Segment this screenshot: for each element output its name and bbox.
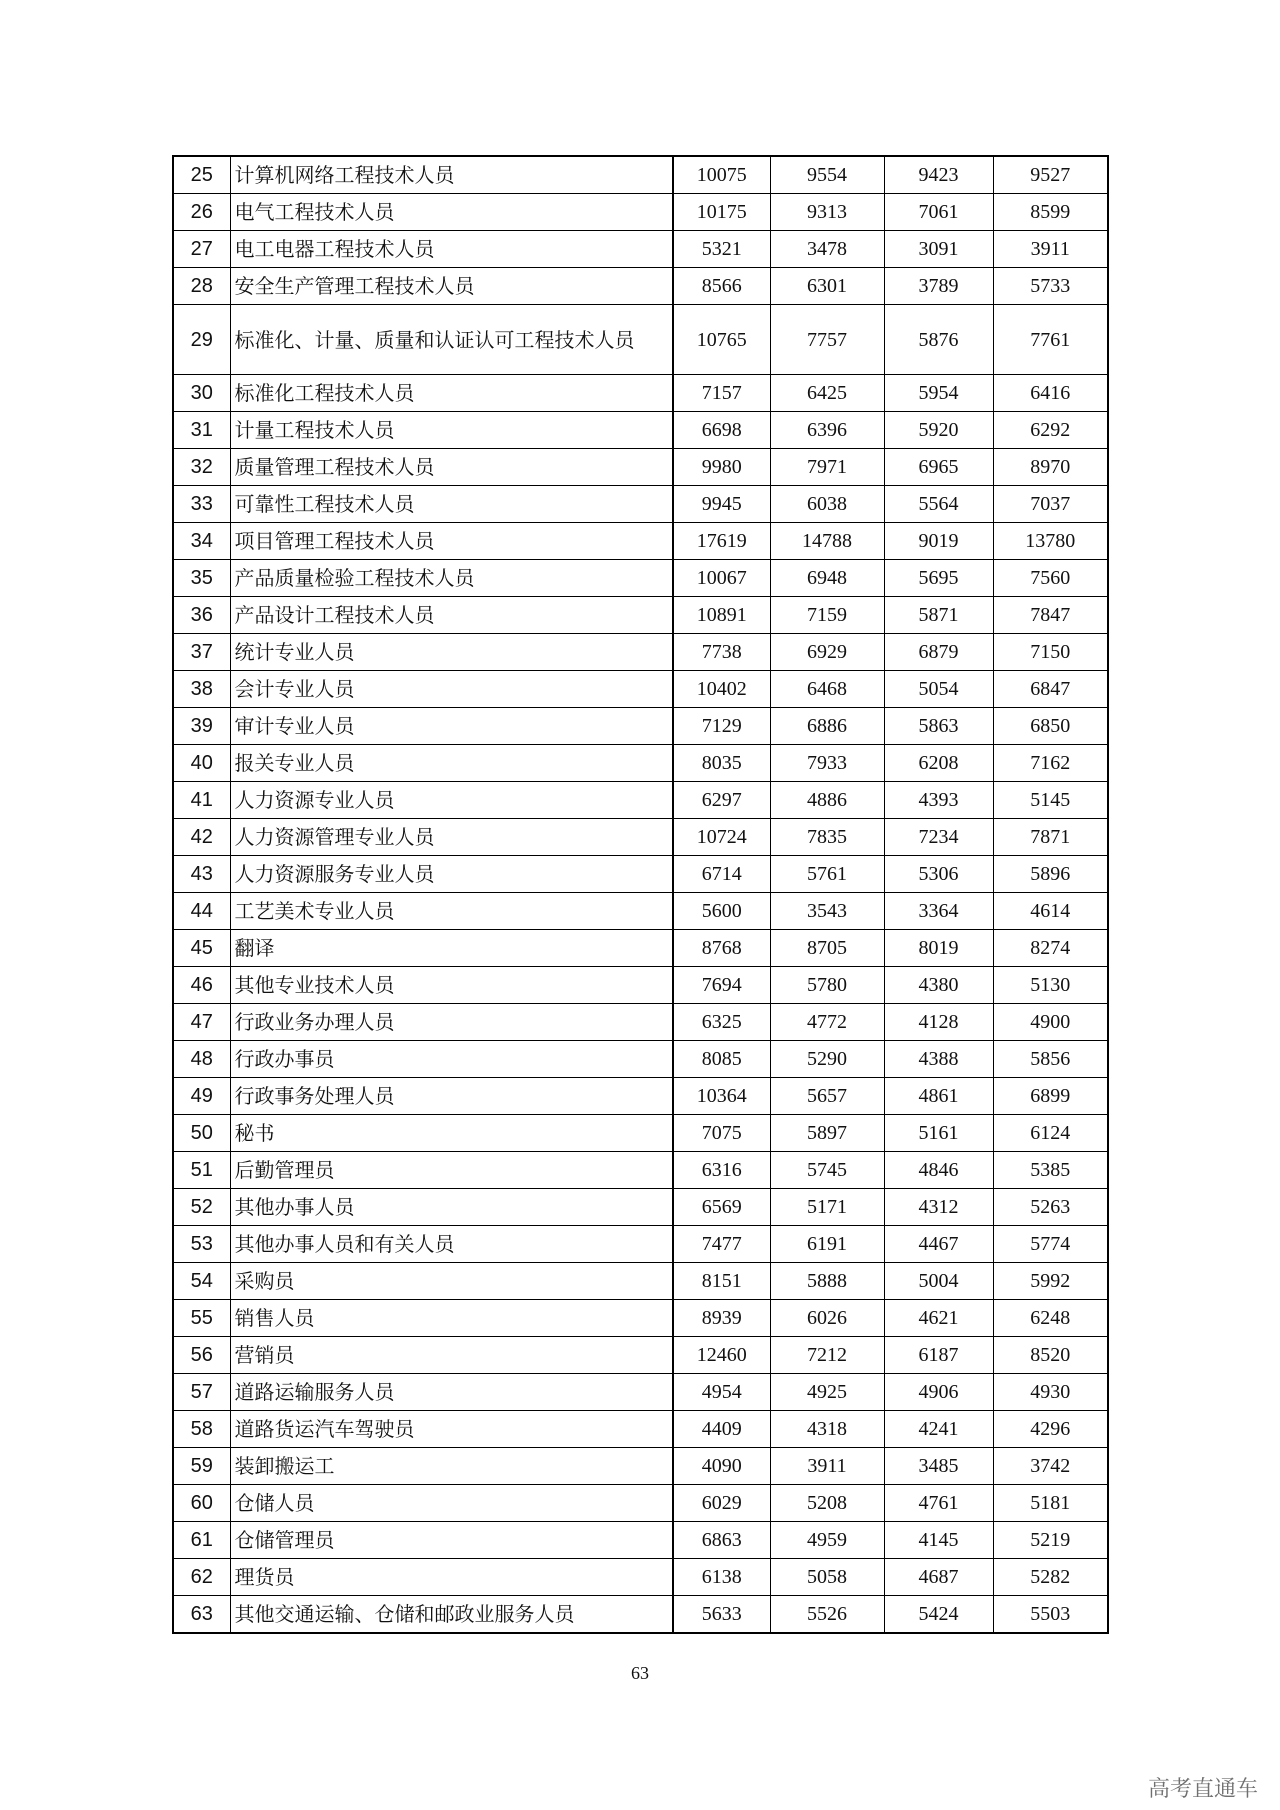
watermark: 高考直通车 — [1147, 1777, 1258, 1802]
occupation-name-cell: 电工电器工程技术人员 — [230, 231, 673, 268]
table-row — [173, 1152, 1108, 1189]
value-col-1-cell: 6138 — [673, 1559, 770, 1596]
value-col-1-cell: 10724 — [673, 819, 770, 856]
value-col-1-cell: 10364 — [673, 1078, 770, 1115]
row-number-cell: 34 — [173, 523, 230, 560]
row-number-cell: 55 — [173, 1300, 230, 1337]
value-col-1-cell: 8939 — [673, 1300, 770, 1337]
value-col-1-cell: 8151 — [673, 1263, 770, 1300]
value-col-2-cell: 5745 — [770, 1152, 884, 1189]
value-col-3-cell: 4687 — [884, 1559, 993, 1596]
row-number-cell: 51 — [173, 1152, 230, 1189]
value-col-4-cell: 8599 — [993, 194, 1108, 231]
value-col-2-cell: 5657 — [770, 1078, 884, 1115]
value-col-3-cell: 4861 — [884, 1078, 993, 1115]
value-col-3-cell: 3091 — [884, 231, 993, 268]
value-col-3-cell: 5424 — [884, 1596, 993, 1634]
table-row — [173, 1522, 1108, 1559]
occupation-name-cell: 仓储管理员 — [230, 1522, 673, 1559]
value-col-4-cell: 8970 — [993, 449, 1108, 486]
table-row — [173, 1004, 1108, 1041]
row-number-cell: 53 — [173, 1226, 230, 1263]
row-number-cell: 47 — [173, 1004, 230, 1041]
value-col-4-cell: 7560 — [993, 560, 1108, 597]
table-row — [173, 523, 1108, 560]
occupation-name-cell: 计量工程技术人员 — [230, 412, 673, 449]
occupation-name-cell: 后勤管理员 — [230, 1152, 673, 1189]
row-number-cell: 48 — [173, 1041, 230, 1078]
value-col-2-cell: 5888 — [770, 1263, 884, 1300]
value-col-2-cell: 4925 — [770, 1374, 884, 1411]
value-col-2-cell: 5780 — [770, 967, 884, 1004]
occupation-name-cell: 标准化、计量、质量和认证认可工程技术人员 — [230, 305, 673, 375]
table-row — [173, 893, 1108, 930]
value-col-3-cell: 4467 — [884, 1226, 993, 1263]
row-number-cell: 49 — [173, 1078, 230, 1115]
row-number-cell: 42 — [173, 819, 230, 856]
value-col-4-cell: 6248 — [993, 1300, 1108, 1337]
row-number-cell: 31 — [173, 412, 230, 449]
value-col-2-cell: 14788 — [770, 523, 884, 560]
table-row — [173, 231, 1108, 268]
row-number-cell: 52 — [173, 1189, 230, 1226]
value-col-4-cell: 3911 — [993, 231, 1108, 268]
value-col-3-cell: 3789 — [884, 268, 993, 305]
row-number-cell: 30 — [173, 375, 230, 412]
occupation-name-cell: 工艺美术专业人员 — [230, 893, 673, 930]
row-number-cell: 61 — [173, 1522, 230, 1559]
table-row — [173, 1263, 1108, 1300]
value-col-2-cell: 6301 — [770, 268, 884, 305]
value-col-3-cell: 4388 — [884, 1041, 993, 1078]
table-row — [173, 671, 1108, 708]
value-col-1-cell: 7738 — [673, 634, 770, 671]
value-col-2-cell: 6468 — [770, 671, 884, 708]
occupation-name-cell: 采购员 — [230, 1263, 673, 1300]
value-col-1-cell: 8085 — [673, 1041, 770, 1078]
value-col-4-cell: 4614 — [993, 893, 1108, 930]
value-col-1-cell: 7157 — [673, 375, 770, 412]
table-row — [173, 782, 1108, 819]
value-col-2-cell: 3478 — [770, 231, 884, 268]
occupation-name-cell: 其他办事人员 — [230, 1189, 673, 1226]
row-number-cell: 62 — [173, 1559, 230, 1596]
value-col-2-cell: 7212 — [770, 1337, 884, 1374]
value-col-1-cell: 6029 — [673, 1485, 770, 1522]
value-col-2-cell: 5526 — [770, 1596, 884, 1634]
value-col-2-cell: 9313 — [770, 194, 884, 231]
table-row — [173, 1078, 1108, 1115]
value-col-3-cell: 6965 — [884, 449, 993, 486]
value-col-4-cell: 4930 — [993, 1374, 1108, 1411]
occupation-name-cell: 可靠性工程技术人员 — [230, 486, 673, 523]
value-col-1-cell: 7129 — [673, 708, 770, 745]
row-number-cell: 27 — [173, 231, 230, 268]
value-col-2-cell: 6425 — [770, 375, 884, 412]
value-col-2-cell: 4886 — [770, 782, 884, 819]
occupation-name-cell: 产品设计工程技术人员 — [230, 597, 673, 634]
value-col-2-cell: 8705 — [770, 930, 884, 967]
value-col-2-cell: 5058 — [770, 1559, 884, 1596]
occupation-name-cell: 行政办事员 — [230, 1041, 673, 1078]
value-col-3-cell: 5004 — [884, 1263, 993, 1300]
value-col-1-cell: 5633 — [673, 1596, 770, 1634]
value-col-4-cell: 6847 — [993, 671, 1108, 708]
value-col-1-cell: 10891 — [673, 597, 770, 634]
row-number-cell: 25 — [173, 156, 230, 194]
value-col-4-cell: 8274 — [993, 930, 1108, 967]
value-col-3-cell: 7234 — [884, 819, 993, 856]
salary-table-container — [172, 155, 1107, 1634]
occupation-name-cell: 会计专业人员 — [230, 671, 673, 708]
table-row — [173, 412, 1108, 449]
value-col-4-cell: 6416 — [993, 375, 1108, 412]
occupation-name-cell: 秘书 — [230, 1115, 673, 1152]
value-col-2-cell: 4772 — [770, 1004, 884, 1041]
value-col-1-cell: 6863 — [673, 1522, 770, 1559]
table-row — [173, 560, 1108, 597]
value-col-1-cell: 5600 — [673, 893, 770, 930]
table-row — [173, 1374, 1108, 1411]
value-col-3-cell: 9423 — [884, 156, 993, 194]
value-col-1-cell: 4954 — [673, 1374, 770, 1411]
value-col-3-cell: 5920 — [884, 412, 993, 449]
value-col-1-cell: 10067 — [673, 560, 770, 597]
row-number-cell: 41 — [173, 782, 230, 819]
occupation-name-cell: 计算机网络工程技术人员 — [230, 156, 673, 194]
value-col-3-cell: 5876 — [884, 305, 993, 375]
value-col-2-cell: 7971 — [770, 449, 884, 486]
occupation-name-cell: 人力资源专业人员 — [230, 782, 673, 819]
value-col-3-cell: 6187 — [884, 1337, 993, 1374]
value-col-3-cell: 5695 — [884, 560, 993, 597]
value-col-4-cell: 5503 — [993, 1596, 1108, 1634]
value-col-3-cell: 3364 — [884, 893, 993, 930]
occupation-name-cell: 销售人员 — [230, 1300, 673, 1337]
row-number-cell: 29 — [173, 305, 230, 375]
row-number-cell: 59 — [173, 1448, 230, 1485]
row-number-cell: 63 — [173, 1596, 230, 1634]
value-col-1-cell: 6316 — [673, 1152, 770, 1189]
value-col-2-cell: 5208 — [770, 1485, 884, 1522]
salary-table — [172, 155, 1109, 1634]
value-col-2-cell: 5761 — [770, 856, 884, 893]
row-number-cell: 44 — [173, 893, 230, 930]
row-number-cell: 35 — [173, 560, 230, 597]
table-row — [173, 708, 1108, 745]
value-col-3-cell: 4128 — [884, 1004, 993, 1041]
row-number-cell: 50 — [173, 1115, 230, 1152]
value-col-4-cell: 3742 — [993, 1448, 1108, 1485]
occupation-name-cell: 其他办事人员和有关人员 — [230, 1226, 673, 1263]
value-col-2-cell: 3911 — [770, 1448, 884, 1485]
value-col-2-cell: 4318 — [770, 1411, 884, 1448]
value-col-2-cell: 6929 — [770, 634, 884, 671]
value-col-2-cell: 5897 — [770, 1115, 884, 1152]
occupation-name-cell: 报关专业人员 — [230, 745, 673, 782]
table-row — [173, 1041, 1108, 1078]
value-col-4-cell: 6899 — [993, 1078, 1108, 1115]
table-row — [173, 1411, 1108, 1448]
occupation-name-cell: 营销员 — [230, 1337, 673, 1374]
table-row — [173, 268, 1108, 305]
row-number-cell: 57 — [173, 1374, 230, 1411]
occupation-name-cell: 标准化工程技术人员 — [230, 375, 673, 412]
value-col-1-cell: 6325 — [673, 1004, 770, 1041]
row-number-cell: 56 — [173, 1337, 230, 1374]
table-row — [173, 449, 1108, 486]
value-col-4-cell: 5774 — [993, 1226, 1108, 1263]
value-col-4-cell: 6124 — [993, 1115, 1108, 1152]
row-number-cell: 40 — [173, 745, 230, 782]
value-col-2-cell: 3543 — [770, 893, 884, 930]
value-col-3-cell: 5306 — [884, 856, 993, 893]
value-col-4-cell: 7761 — [993, 305, 1108, 375]
table-row — [173, 1337, 1108, 1374]
value-col-1-cell: 4409 — [673, 1411, 770, 1448]
value-col-1-cell: 8768 — [673, 930, 770, 967]
value-col-2-cell: 7159 — [770, 597, 884, 634]
value-col-4-cell: 7847 — [993, 597, 1108, 634]
value-col-1-cell: 4090 — [673, 1448, 770, 1485]
value-col-1-cell: 17619 — [673, 523, 770, 560]
table-row — [173, 375, 1108, 412]
value-col-2-cell: 7933 — [770, 745, 884, 782]
occupation-name-cell: 理货员 — [230, 1559, 673, 1596]
value-col-2-cell: 4959 — [770, 1522, 884, 1559]
value-col-3-cell: 4621 — [884, 1300, 993, 1337]
table-row — [173, 597, 1108, 634]
value-col-1-cell: 10175 — [673, 194, 770, 231]
value-col-1-cell: 12460 — [673, 1337, 770, 1374]
occupation-name-cell: 行政事务处理人员 — [230, 1078, 673, 1115]
occupation-name-cell: 电气工程技术人员 — [230, 194, 673, 231]
value-col-2-cell: 7835 — [770, 819, 884, 856]
value-col-4-cell: 5385 — [993, 1152, 1108, 1189]
value-col-3-cell: 5161 — [884, 1115, 993, 1152]
occupation-name-cell: 产品质量检验工程技术人员 — [230, 560, 673, 597]
row-number-cell: 43 — [173, 856, 230, 893]
occupation-name-cell: 装卸搬运工 — [230, 1448, 673, 1485]
value-col-4-cell: 5130 — [993, 967, 1108, 1004]
value-col-4-cell: 5733 — [993, 268, 1108, 305]
value-col-4-cell: 6292 — [993, 412, 1108, 449]
value-col-4-cell: 4296 — [993, 1411, 1108, 1448]
value-col-3-cell: 4761 — [884, 1485, 993, 1522]
value-col-4-cell: 5896 — [993, 856, 1108, 893]
value-col-3-cell: 7061 — [884, 194, 993, 231]
table-row — [173, 1448, 1108, 1485]
occupation-name-cell: 道路货运汽车驾驶员 — [230, 1411, 673, 1448]
value-col-1-cell: 5321 — [673, 231, 770, 268]
value-col-3-cell: 4393 — [884, 782, 993, 819]
value-col-3-cell: 5564 — [884, 486, 993, 523]
value-col-3-cell: 9019 — [884, 523, 993, 560]
row-number-cell: 38 — [173, 671, 230, 708]
row-number-cell: 60 — [173, 1485, 230, 1522]
value-col-2-cell: 6038 — [770, 486, 884, 523]
occupation-name-cell: 审计专业人员 — [230, 708, 673, 745]
value-col-1-cell: 10402 — [673, 671, 770, 708]
value-col-3-cell: 4145 — [884, 1522, 993, 1559]
value-col-3-cell: 5054 — [884, 671, 993, 708]
value-col-4-cell: 5145 — [993, 782, 1108, 819]
value-col-3-cell: 4241 — [884, 1411, 993, 1448]
row-number-cell: 28 — [173, 268, 230, 305]
value-col-3-cell: 5871 — [884, 597, 993, 634]
row-number-cell: 32 — [173, 449, 230, 486]
value-col-3-cell: 4380 — [884, 967, 993, 1004]
value-col-2-cell: 6026 — [770, 1300, 884, 1337]
value-col-2-cell: 6886 — [770, 708, 884, 745]
row-number-cell: 33 — [173, 486, 230, 523]
value-col-4-cell: 9527 — [993, 156, 1108, 194]
occupation-name-cell: 道路运输服务人员 — [230, 1374, 673, 1411]
value-col-3-cell: 4312 — [884, 1189, 993, 1226]
value-col-1-cell: 8566 — [673, 268, 770, 305]
table-row — [173, 1559, 1108, 1596]
value-col-4-cell: 8520 — [993, 1337, 1108, 1374]
value-col-1-cell: 10075 — [673, 156, 770, 194]
table-row — [173, 856, 1108, 893]
value-col-1-cell: 7694 — [673, 967, 770, 1004]
value-col-1-cell: 8035 — [673, 745, 770, 782]
table-row — [173, 1300, 1108, 1337]
row-number-cell: 54 — [173, 1263, 230, 1300]
value-col-1-cell: 7075 — [673, 1115, 770, 1152]
value-col-3-cell: 6879 — [884, 634, 993, 671]
table-row — [173, 967, 1108, 1004]
value-col-4-cell: 6850 — [993, 708, 1108, 745]
occupation-name-cell: 人力资源管理专业人员 — [230, 819, 673, 856]
value-col-2-cell: 9554 — [770, 156, 884, 194]
table-row — [173, 930, 1108, 967]
occupation-name-cell: 其他专业技术人员 — [230, 967, 673, 1004]
value-col-3-cell: 4846 — [884, 1152, 993, 1189]
value-col-2-cell: 5171 — [770, 1189, 884, 1226]
row-number-cell: 58 — [173, 1411, 230, 1448]
value-col-4-cell: 5992 — [993, 1263, 1108, 1300]
value-col-1-cell: 9945 — [673, 486, 770, 523]
value-col-1-cell: 9980 — [673, 449, 770, 486]
occupation-name-cell: 翻译 — [230, 930, 673, 967]
occupation-name-cell: 项目管理工程技术人员 — [230, 523, 673, 560]
occupation-name-cell: 质量管理工程技术人员 — [230, 449, 673, 486]
row-number-cell: 46 — [173, 967, 230, 1004]
value-col-1-cell: 7477 — [673, 1226, 770, 1263]
value-col-1-cell: 6297 — [673, 782, 770, 819]
value-col-3-cell: 5863 — [884, 708, 993, 745]
table-row — [173, 634, 1108, 671]
occupation-name-cell: 人力资源服务专业人员 — [230, 856, 673, 893]
value-col-2-cell: 5290 — [770, 1041, 884, 1078]
value-col-2-cell: 7757 — [770, 305, 884, 375]
value-col-4-cell: 4900 — [993, 1004, 1108, 1041]
value-col-1-cell: 6569 — [673, 1189, 770, 1226]
occupation-name-cell: 安全生产管理工程技术人员 — [230, 268, 673, 305]
value-col-3-cell: 3485 — [884, 1448, 993, 1485]
table-row — [173, 305, 1108, 375]
value-col-1-cell: 10765 — [673, 305, 770, 375]
table-row — [173, 1226, 1108, 1263]
value-col-1-cell: 6698 — [673, 412, 770, 449]
value-col-3-cell: 6208 — [884, 745, 993, 782]
table-row — [173, 194, 1108, 231]
value-col-4-cell: 5282 — [993, 1559, 1108, 1596]
value-col-3-cell: 5954 — [884, 375, 993, 412]
occupation-name-cell: 行政业务办理人员 — [230, 1004, 673, 1041]
table-row — [173, 1485, 1108, 1522]
value-col-3-cell: 4906 — [884, 1374, 993, 1411]
page-number: 63 — [631, 1663, 649, 1683]
value-col-4-cell: 5263 — [993, 1189, 1108, 1226]
value-col-4-cell: 7037 — [993, 486, 1108, 523]
table-row — [173, 819, 1108, 856]
value-col-4-cell: 13780 — [993, 523, 1108, 560]
table-row — [173, 1189, 1108, 1226]
value-col-4-cell: 5219 — [993, 1522, 1108, 1559]
value-col-4-cell: 7162 — [993, 745, 1108, 782]
value-col-4-cell: 5856 — [993, 1041, 1108, 1078]
table-row — [173, 745, 1108, 782]
occupation-name-cell: 仓储人员 — [230, 1485, 673, 1522]
row-number-cell: 39 — [173, 708, 230, 745]
row-number-cell: 37 — [173, 634, 230, 671]
row-number-cell: 45 — [173, 930, 230, 967]
table-row — [173, 156, 1108, 194]
value-col-1-cell: 6714 — [673, 856, 770, 893]
value-col-2-cell: 6396 — [770, 412, 884, 449]
value-col-4-cell: 7871 — [993, 819, 1108, 856]
table-row — [173, 486, 1108, 523]
row-number-cell: 36 — [173, 597, 230, 634]
row-number-cell: 26 — [173, 194, 230, 231]
occupation-name-cell: 其他交通运输、仓储和邮政业服务人员 — [230, 1596, 673, 1634]
table-body — [173, 156, 1108, 1633]
table-row — [173, 1115, 1108, 1152]
value-col-4-cell: 7150 — [993, 634, 1108, 671]
occupation-name-cell: 统计专业人员 — [230, 634, 673, 671]
table-row — [173, 1596, 1108, 1634]
value-col-2-cell: 6948 — [770, 560, 884, 597]
value-col-4-cell: 5181 — [993, 1485, 1108, 1522]
value-col-3-cell: 8019 — [884, 930, 993, 967]
value-col-2-cell: 6191 — [770, 1226, 884, 1263]
